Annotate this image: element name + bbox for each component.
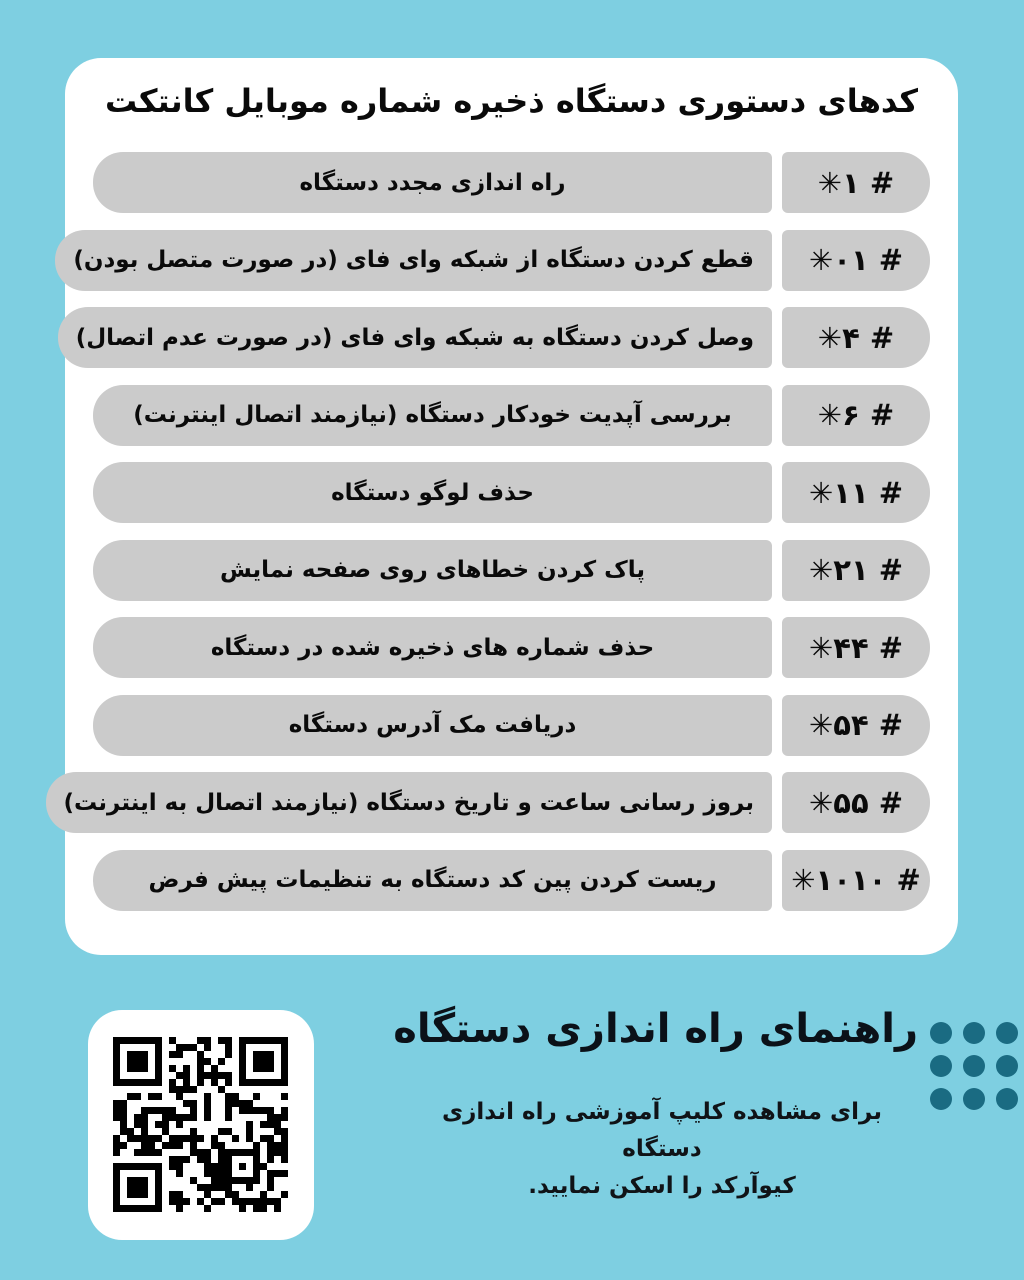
dot-icon: [930, 1088, 952, 1110]
code-value: ✳۴۴ #: [808, 630, 904, 665]
footer-subtitle-line1: برای مشاهده کلیپ آموزشی راه اندازی دستگاه: [442, 1099, 882, 1162]
table-row: [93, 695, 930, 756]
label-value: پاک کردن خطاهای روی صفحه نمایش: [219, 557, 646, 583]
dots-decoration-icon: [930, 1022, 1018, 1110]
label-value: حذف شماره های ذخیره شده در دستگاه: [210, 634, 655, 661]
command-codes-card: [65, 58, 958, 955]
label-cell: [55, 230, 772, 291]
code-value: ✳۱۰۱۰ #: [791, 863, 921, 897]
code-cell: [782, 230, 930, 291]
label-value: راه اندازی مجدد دستگاه: [299, 169, 566, 196]
dot-icon: [930, 1055, 952, 1077]
codes-list: [63, 152, 930, 911]
code-cell: [782, 152, 930, 213]
code-value: ✳۵۵ #: [808, 785, 904, 820]
code-cell: [782, 540, 930, 601]
label-value: حذف لوگو دستگاه: [331, 479, 534, 506]
label-value: ریست کردن پین کد دستگاه به تنظیمات پیش فرض: [148, 867, 717, 893]
qr-code-icon: [113, 1037, 288, 1212]
dot-icon: [930, 1022, 952, 1044]
label-cell: [58, 307, 772, 368]
code-cell: [782, 850, 930, 911]
code-value: ✳۵۴ #: [808, 708, 904, 742]
code-cell: [782, 772, 930, 833]
dot-icon: [996, 1022, 1018, 1044]
code-cell: [782, 617, 930, 678]
qr-card: [88, 1010, 314, 1240]
label-cell: [93, 850, 772, 911]
table-row: [93, 385, 930, 446]
footer-subtitle-line2: کیوآرکد را اسکن نمایید.: [528, 1172, 796, 1199]
table-row: [73, 230, 930, 291]
code-value: ✳۴ #: [817, 320, 895, 355]
table-row: [63, 772, 930, 833]
code-cell: [782, 385, 930, 446]
label-cell: [93, 695, 772, 756]
card-title: کدهای دستوری دستگاه ذخیره شماره موبایل کانتکت: [105, 82, 918, 120]
code-value: ✳۲۱ #: [808, 553, 904, 587]
code-value: ✳۰۱ #: [808, 243, 904, 277]
code-cell: [782, 695, 930, 756]
label-cell: [93, 385, 772, 446]
code-value: ✳۱ #: [817, 165, 895, 200]
label-value: بررسی آپدیت خودکار دستگاه (نیازمند اتصال اینترنت): [133, 402, 732, 428]
table-row: [93, 850, 930, 911]
label-value: بروز رسانی ساعت و تاریخ دستگاه (نیازمند اتصال به اینترنت): [63, 789, 754, 816]
dot-icon: [963, 1055, 985, 1077]
label-cell: [93, 462, 772, 523]
code-value: ✳۱۱ #: [808, 475, 904, 510]
table-row: [93, 540, 930, 601]
label-value: دریافت مک آدرس دستگاه: [288, 712, 577, 738]
table-row: [93, 152, 930, 213]
label-cell: [93, 617, 772, 678]
label-cell: [93, 152, 772, 213]
label-cell: [93, 540, 772, 601]
table-row: [93, 617, 930, 678]
label-value: وصل کردن دستگاه به شبکه وای فای (در صورت عدم اتصال): [75, 324, 754, 351]
code-cell: [782, 307, 930, 368]
label-cell: [46, 772, 772, 833]
label-value: قطع کردن دستگاه از شبکه وای فای (در صورت متصل بودن): [73, 247, 754, 273]
table-row: [75, 307, 930, 368]
dot-icon: [963, 1088, 985, 1110]
footer-subtitle: [406, 1094, 918, 1204]
dot-icon: [996, 1088, 1018, 1110]
code-cell: [782, 462, 930, 523]
footer-heading: راهنمای راه اندازی دستگاه: [393, 1006, 918, 1052]
table-row: [93, 462, 930, 523]
code-value: ✳۶ #: [817, 398, 895, 432]
dot-icon: [996, 1055, 1018, 1077]
dot-icon: [963, 1022, 985, 1044]
